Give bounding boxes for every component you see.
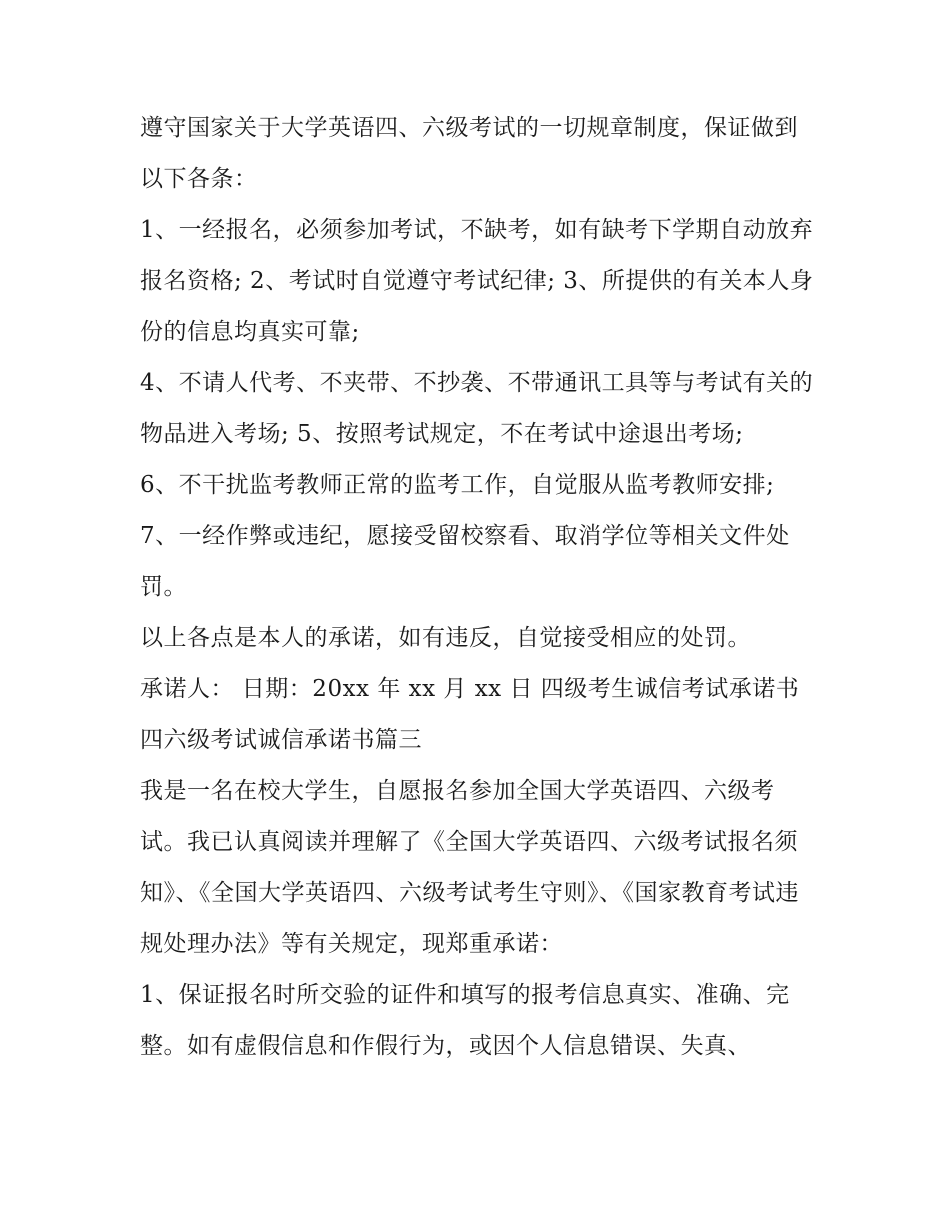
paragraph-item-7: 7、一经作弊或违纪，愿接受留校察看、取消学位等相关文件处罚。 <box>140 523 790 600</box>
paragraph-intro: 遵守国家关于大学英语四、六级考试的一切规章制度，保证做到以下各条： <box>140 115 798 192</box>
paragraph-item-4-5: 4、不请人代考、不夹带、不抄袭、不带通讯工具等与考试有关的物品进入考场; 5、按照考试规定，不在考试中途退出考场; <box>140 370 814 447</box>
paragraph-item-6: 6、不干扰监考教师正常的监考工作，自觉服从监考教师安排; <box>140 472 775 498</box>
paragraph-item-1-3: 1、一经报名，必须参加考试，不缺考，如有缺考下学期自动放弃报名资格; 2、考试时自觉遵守考试纪律; 3、所提供的有关本人身份的信息均真实可靠; <box>140 217 814 345</box>
paragraph-pledge: 以上各点是本人的承诺，如有违反，自觉接受相应的处罚。 <box>140 625 751 651</box>
document-body <box>140 103 820 1072</box>
paragraph-section-three-item-1: 1、保证报名时所交验的证件和填写的报考信息真实、准确、完整。如有虚假信息和作假行为，或因个人信息错误、失真、 <box>140 982 790 1059</box>
paragraph-signature-title: 承诺人： 日期：20xx 年 xx 月 xx 日 四级考生诚信考试承诺书四六级考试诚信承诺书篇三 <box>140 676 800 753</box>
paragraph-section-three-intro: 我是一名在校大学生，自愿报名参加全国大学英语四、六级考试。我已认真阅读并理解了《全国大学英语四、六级考试报名须知》、《全国大学英语四、六级考试考生守则》、《国家教育考试违规处理办法》等有关规定，现郑重承诺： <box>140 778 799 957</box>
